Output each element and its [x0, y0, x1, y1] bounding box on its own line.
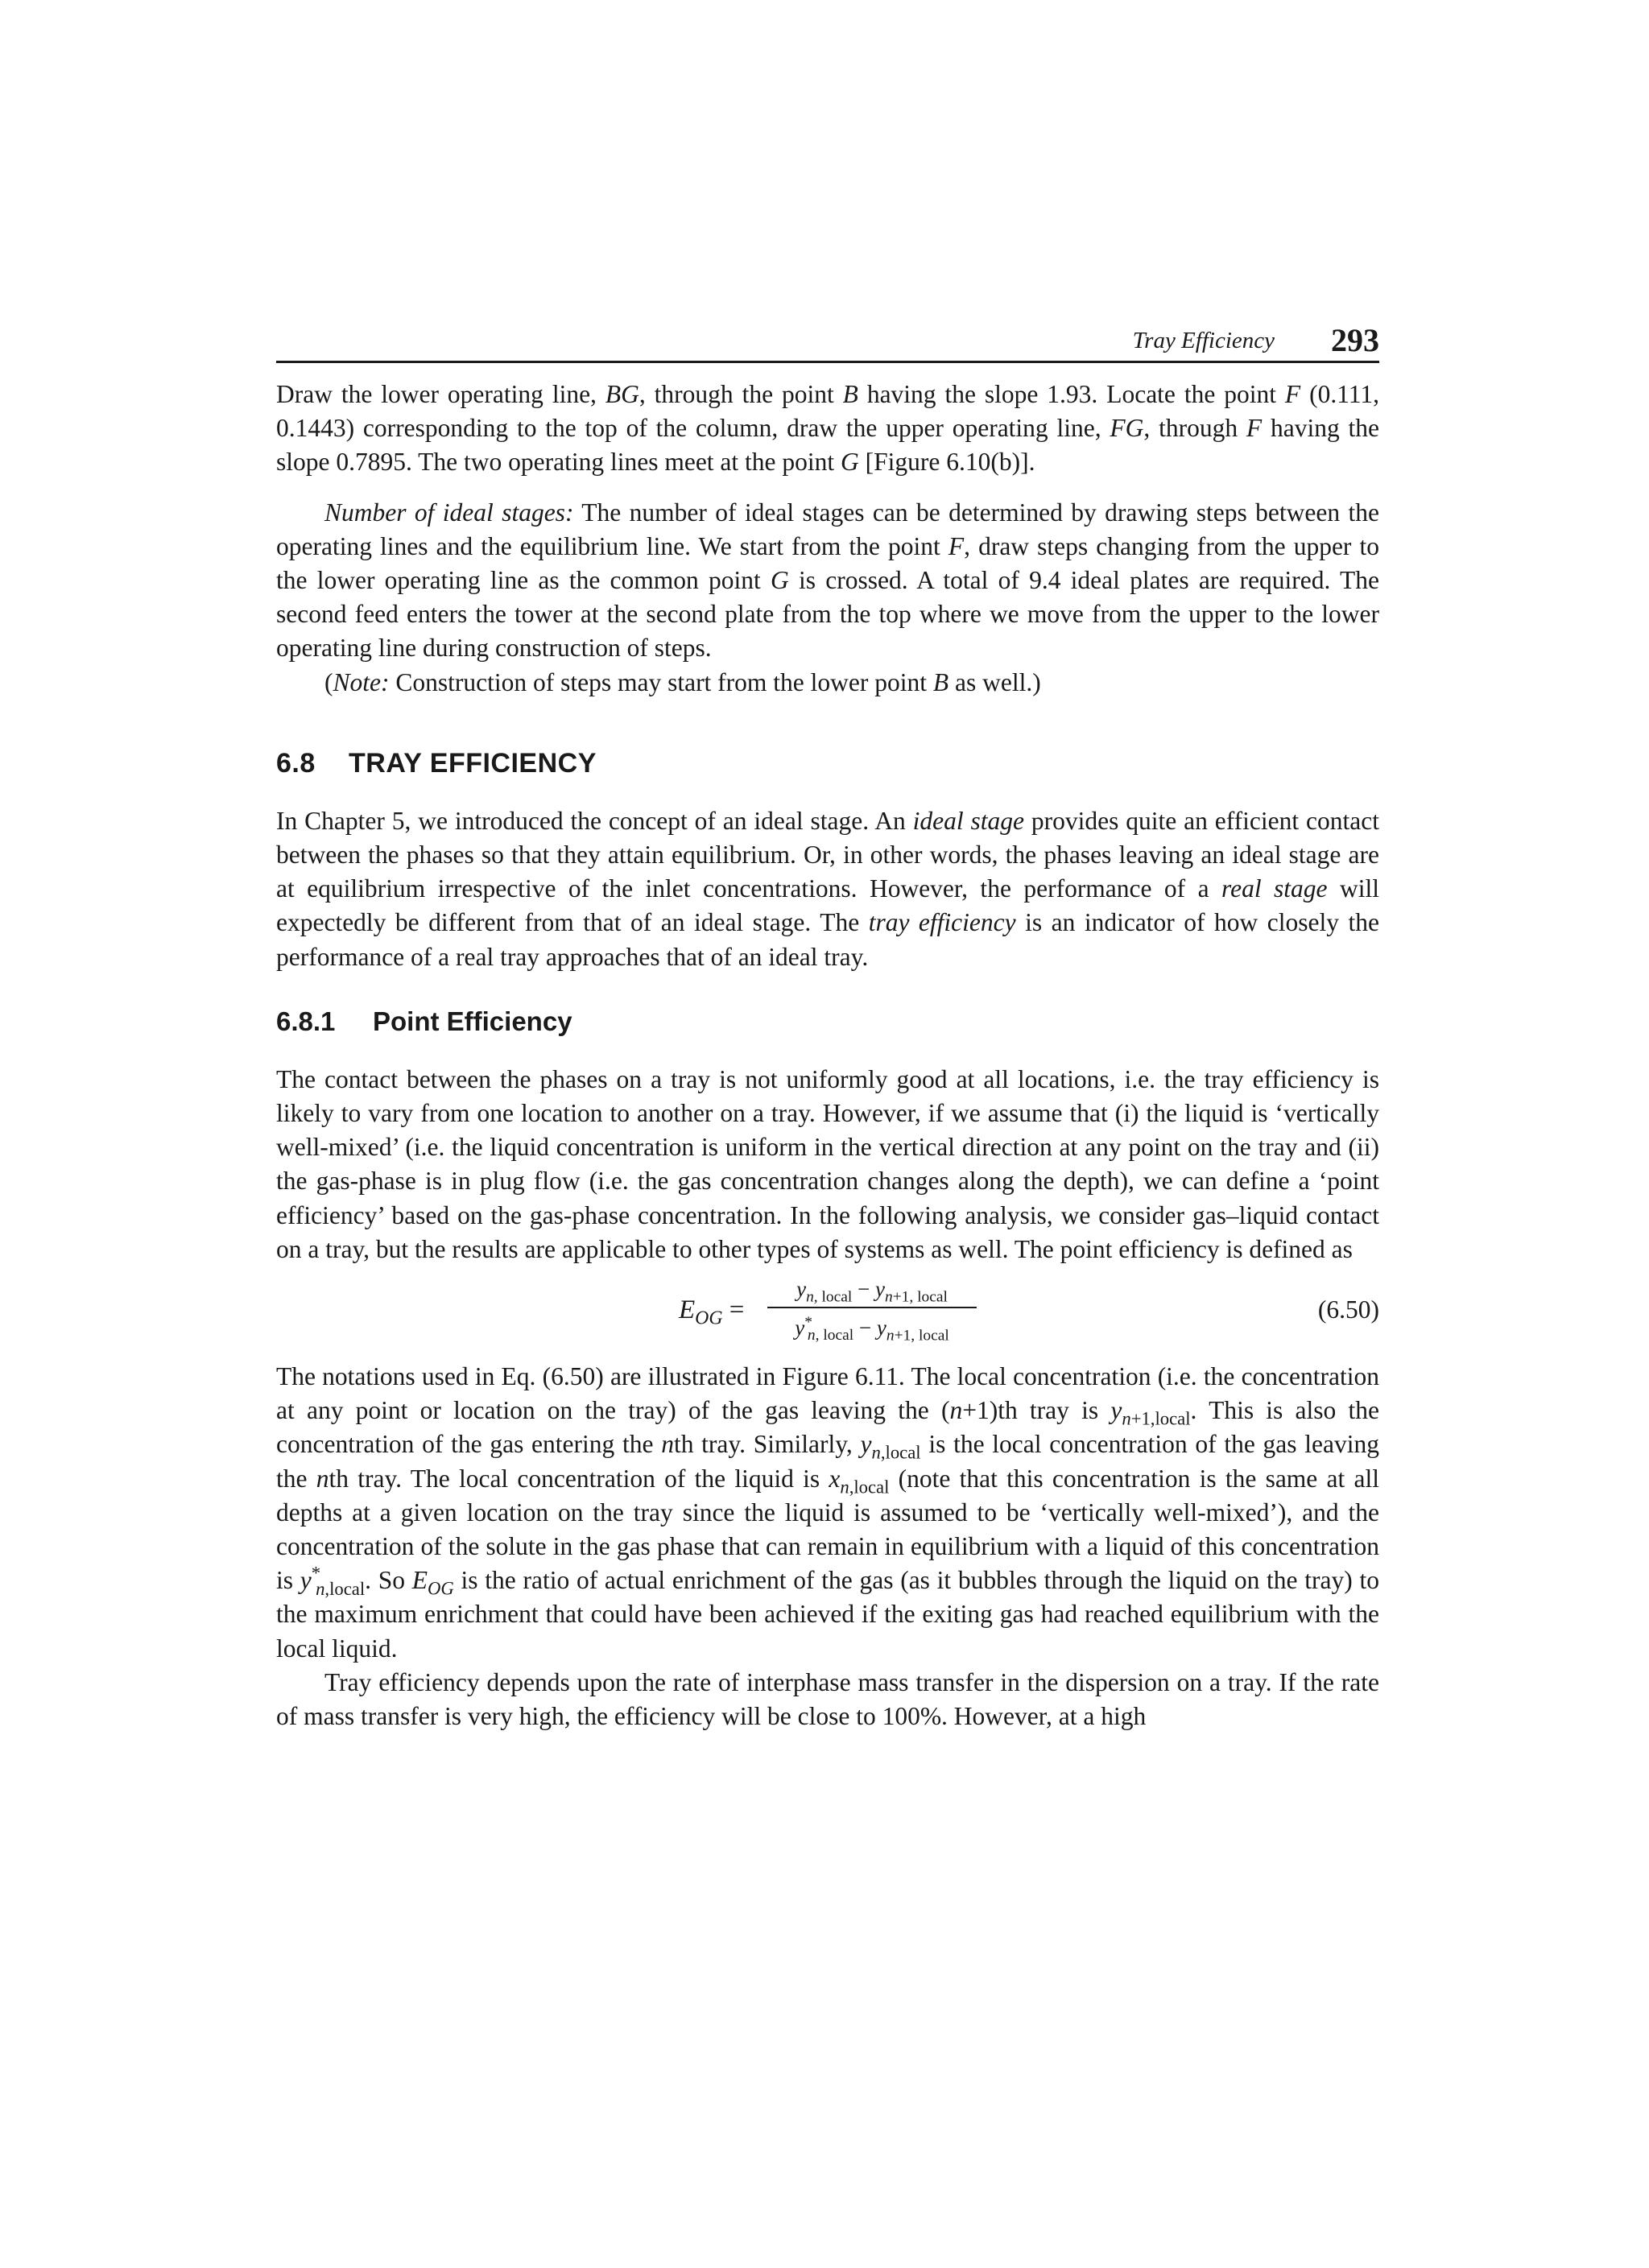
paragraph-operating-lines: Draw the lower operating line, BG, through the point B having the slope 1.93. Locate the point F (0.111, 0.1443) corresponding to the top of the column, draw the upper operating line, FG, through F having the slope 0.7895. The two operating lines meet at the point G [Figure 6.10(b)]. — [276, 380, 1380, 477]
page-number: 293 — [1331, 322, 1379, 358]
paragraph-ideal-stages: Number of ideal stages: The number of ideal stages can be determined by drawing steps between the operating lines and the equilibrium line. We start from the point F, draw steps changing from the upper to the lower operating line as the common point G is crossed. A total of 9.4 ideal plates are required. The second feed enters the tower at the second plate from the top where we move from the upper to the lower operating line during construction of steps. — [276, 498, 1380, 663]
book-page — [276, 316, 1379, 1733]
section-number: 6.8 — [276, 747, 316, 779]
equation-6-50 — [276, 1271, 1379, 1355]
equation-numerator: $y_{n, local} - y_{n+1, local}$ — [767, 1271, 977, 1308]
equation-fraction — [767, 1271, 977, 1344]
paragraph-notation: The notations used in Eq. (6.50) are illustrated in Figure 6.11. The local concentration (i.e. the concentration at any point or location on the tray) of the gas leaving the (n+1)th tray is $y_{n+1,local}$. This is also the concentration of the gas entering the nth tray. Similarly, $y_{n,local}$ is the local concentration of the gas leaving the nth tray. The local concentration of the liquid is $x_{n,local}$ (note that this concentration is the same at all depths at a given location on the tray since the liquid is assumed to be ‘vertically well-mixed’), and the concentration of the solute in the gas phase that can remain in equilibrium with a liquid of this concentration is $y^*_{n,local}$. So $E_{OG}$ is the ratio of actual enrichment of the gas (as it bubbles through the liquid on the tray) to the maximum enrichment that could have been achieved if the exiting gas had reached equilibrium with the local liquid. — [276, 1362, 1380, 1663]
paragraph-mass-transfer: Tray efficiency depends upon the rate of interphase mass transfer in the dispersion on a tray. If the rate of mass transfer is very high, the efficiency will be close to 100%. However, at a high — [276, 1667, 1379, 1731]
section-title: TRAY EFFICIENCY — [349, 747, 597, 779]
equation-number: (6.50) — [1317, 1295, 1379, 1324]
subsection-number: 6.8.1 — [276, 1006, 336, 1036]
subsection-title: Point Efficiency — [373, 1006, 572, 1036]
paragraph-note: (Note: Construction of steps may start from the lower point B as well.) — [324, 667, 1041, 696]
paragraph-tray-efficiency: In Chapter 5, we introduced the concept of an ideal stage. An ideal stage provides quite an efficient contact between the phases so that they attain equilibrium. Or, in other words, the phases leaving an ideal stage are at equilibrium irrespective of the inlet concentrations. However, the performance of a real stage will expectedly be different from that of an ideal stage. The tray efficiency is an indicator of how closely the performance of a real tray approaches that of an ideal tray. — [276, 806, 1379, 971]
subsection-heading-6-8-1 — [276, 1006, 1379, 1047]
equation-lhs: $E_{OG}$ = — [679, 1295, 745, 1329]
running-head — [276, 316, 1379, 363]
section-heading-6-8 — [276, 748, 1379, 788]
running-head-title: Tray Efficiency — [1132, 328, 1275, 353]
paragraph-point-efficiency: The contact between the phases on a tray is not uniformly good at all locations, i.e. the tray efficiency is likely to vary from one location to another on a tray. However, if we assume that (i) the liquid is ‘vertically well-mixed’ (i.e. the liquid concentration is uniform in the vertical direction at any point on the tray and (ii) the gas-phase is in plug flow (i.e. the gas concentration changes along the depth), we can define a ‘point efficiency’ based on the gas-phase concentration. In the following analysis, we consider gas–liquid contact on a tray, but the results are applicable to other types of systems as well. The point efficiency is defined as — [276, 1064, 1379, 1263]
equation-denominator: $y^*_{n, local} - y_{n+1, local}$ — [795, 1314, 949, 1345]
